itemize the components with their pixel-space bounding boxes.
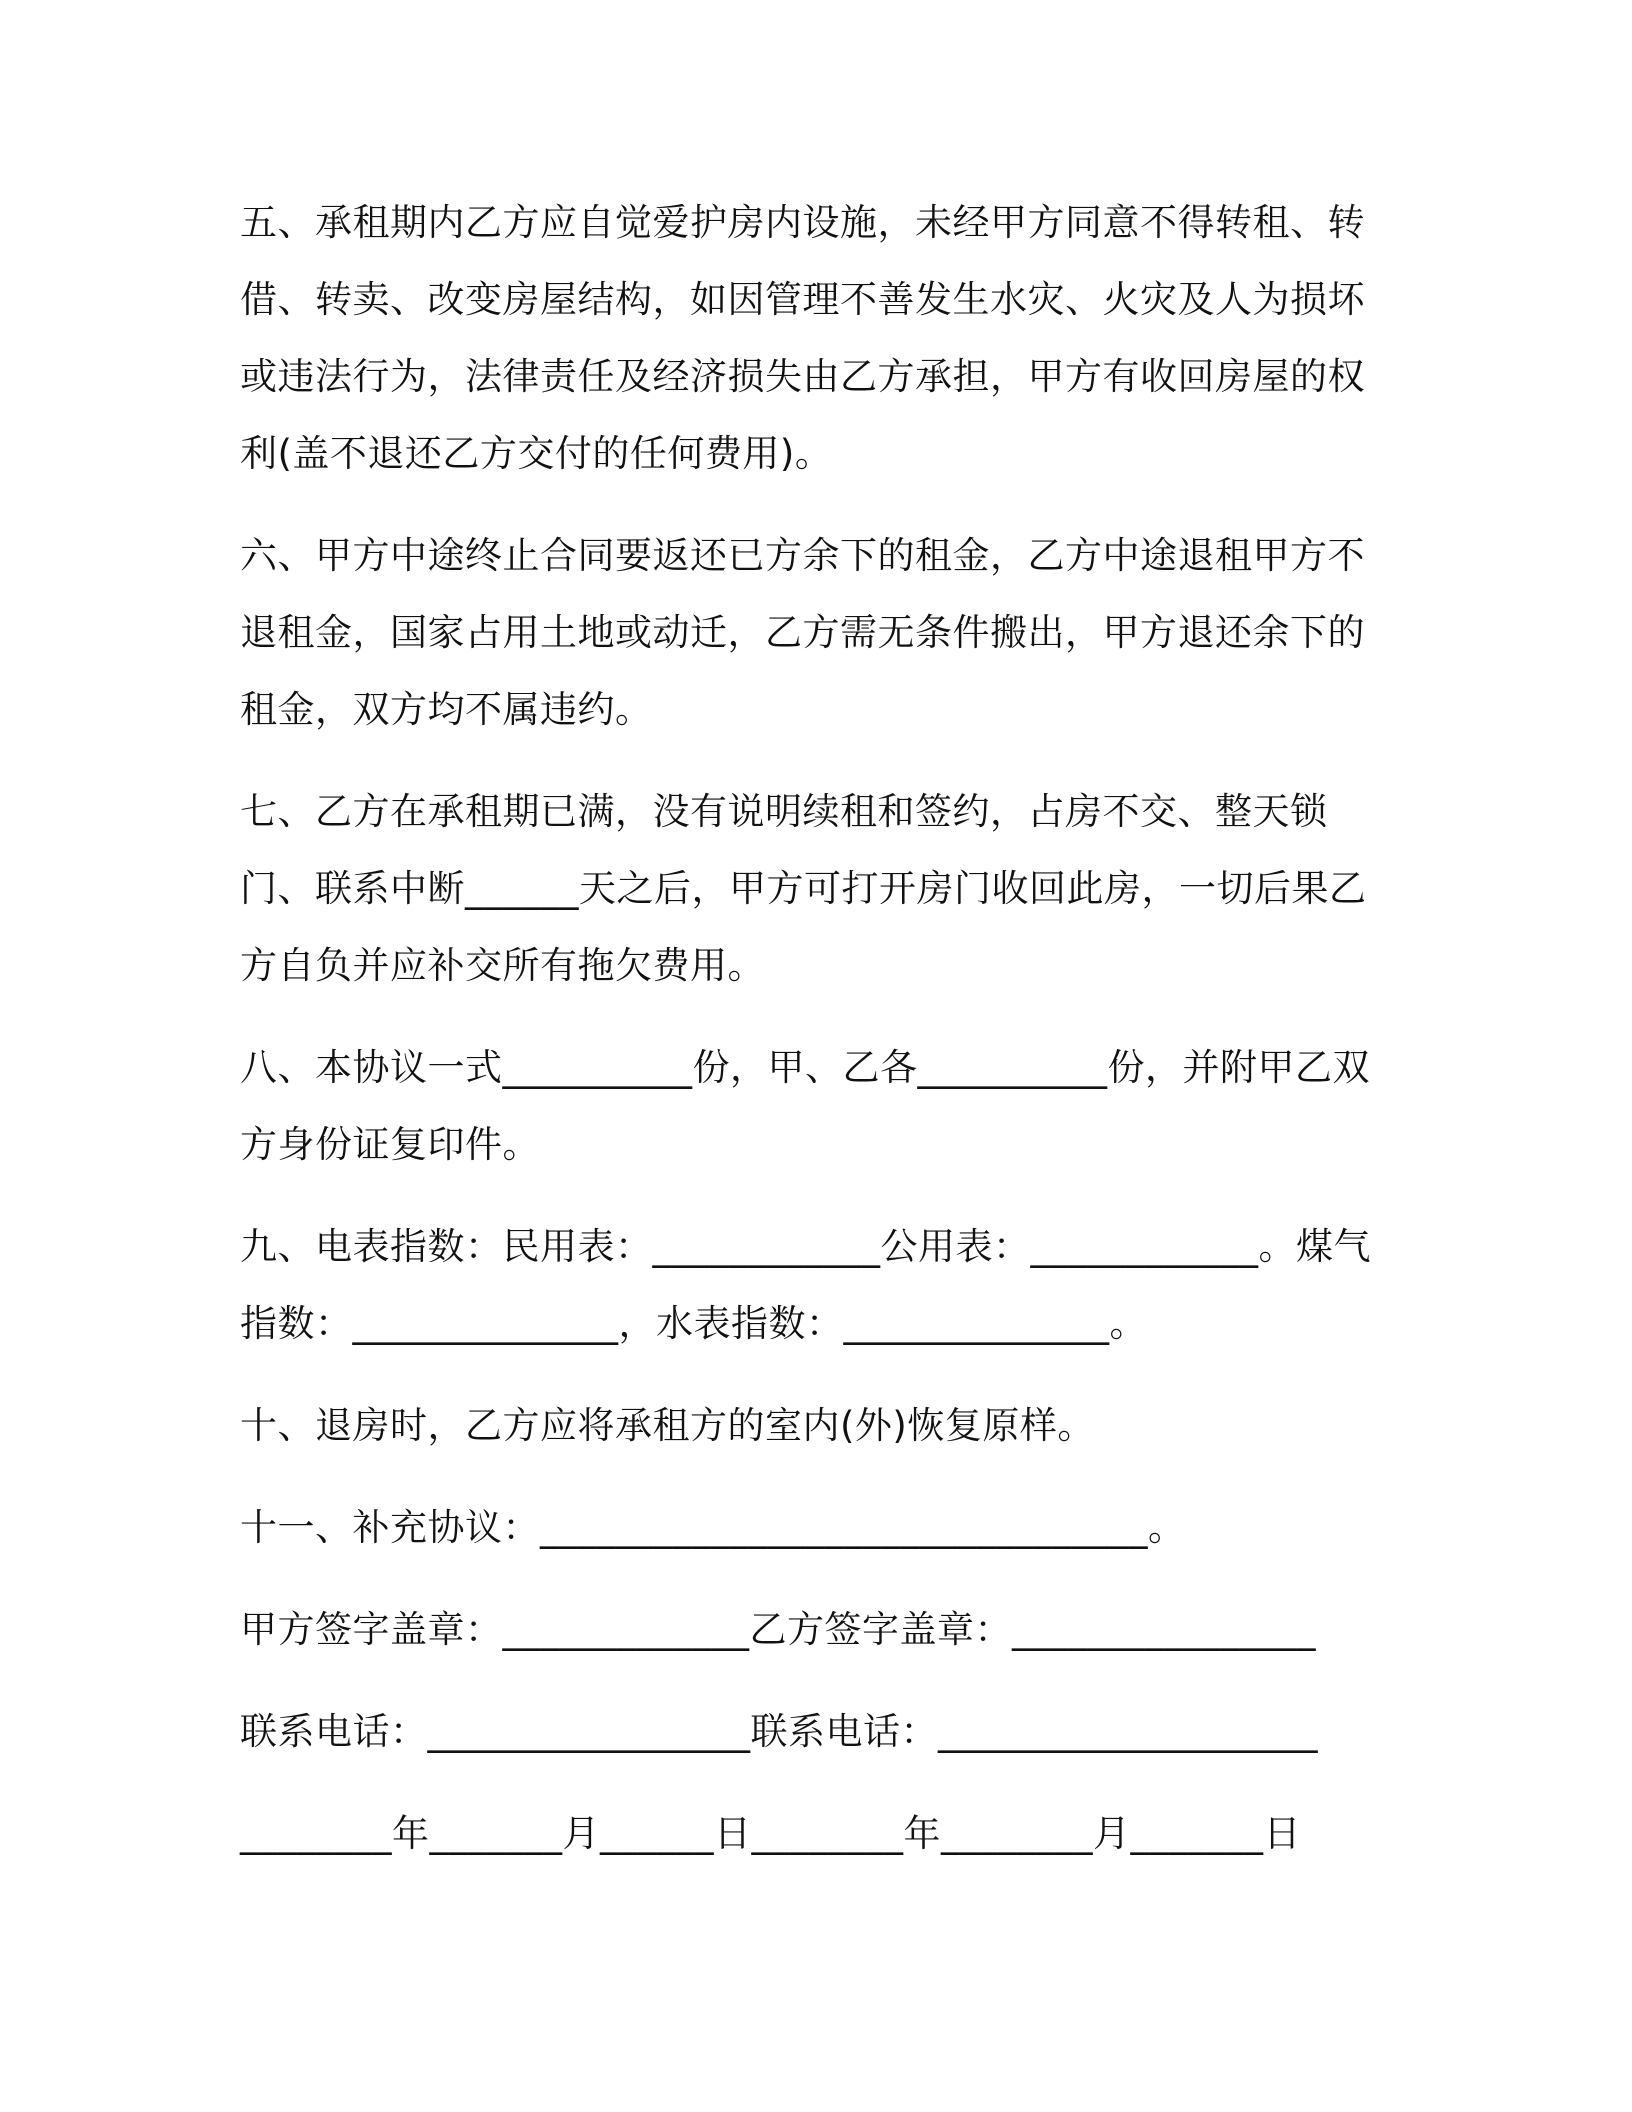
clause-10: 十、退房时，乙方应将承租方的室内(外)恢复原样。 <box>240 1404 1095 1447</box>
contact-phone-line: 联系电话：_________________联系电话：____________________ <box>240 1710 1318 1753</box>
clause-6: 六、甲方中途终止合同要返还已方余下的租金，乙方中途退租甲方不退租金，国家占用土地或动迁，乙方需无条件搬出，甲方退还余下的租金，双方均不属违约。 <box>240 534 1365 731</box>
signature-seal-line: 甲方签字盖章：_____________乙方签字盖章：________________ <box>240 1608 1316 1651</box>
document-body <box>240 184 1385 1897</box>
date-line: ________年_______月______日________年________月_______日 <box>240 1812 1301 1855</box>
clause-9: 九、电表指数：民用表：____________公用表：____________。煤气指数：______________，水表指数：______________。 <box>240 1225 1371 1345</box>
clause-5: 五、承租期内乙方应自觉爱护房内设施，未经甲方同意不得转租、转借、转卖、改变房屋结构，如因管理不善发生水灾、火灾及人为损坏或违法行为，法律责任及经济损失由乙方承担，甲方有收回房屋的权利(盖不退还乙方交付的任何费用)。 <box>240 201 1365 475</box>
clause-7: 七、乙方在承租期已满，没有说明续租和签约，占房不交、整天锁门、联系中断______天之后，甲方可打开房门收回此房，一切后果乙方自负并应补交所有拖欠费用。 <box>240 790 1367 987</box>
clause-11: 十一、补充协议：________________________________。 <box>240 1506 1186 1549</box>
clause-8: 八、本协议一式__________份，甲、乙各__________份，并附甲乙双方身份证复印件。 <box>240 1046 1370 1166</box>
